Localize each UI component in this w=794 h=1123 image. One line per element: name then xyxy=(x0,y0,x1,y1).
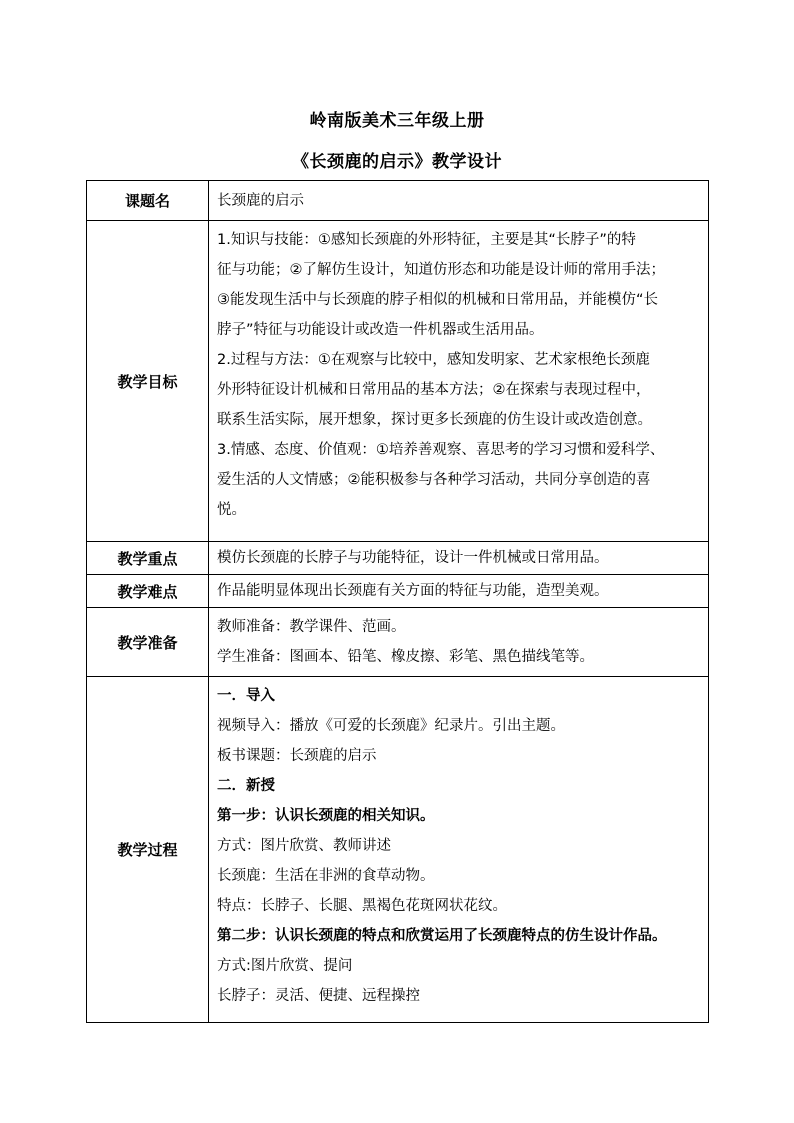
objectives-line: ③能发现生活中与长颈鹿的脖子相似的机械和日常用品，并能模仿“长 xyxy=(217,292,659,308)
topic-label: 课题名 xyxy=(87,181,209,221)
table-row-objectives xyxy=(87,221,709,542)
process-line: 方式:图片欣赏、提问 xyxy=(217,958,353,974)
objectives-line: 1.知识与技能：①感知长颈鹿的外形特征，主要是其“长脖子”的特 xyxy=(217,232,636,248)
difficulties-label: 教学难点 xyxy=(87,575,209,608)
document-title: 岭南版美术三年级上册 xyxy=(309,111,485,131)
process-line: 板书课题：长颈鹿的启示 xyxy=(217,748,377,764)
process-line: 长颈鹿：生活在非洲的食草动物。 xyxy=(217,868,435,884)
objectives-line: 征与功能；②了解仿生设计，知道仿形态和功能是设计师的常用手法； xyxy=(217,262,665,278)
topic-value xyxy=(209,181,709,221)
process-label: 教学过程 xyxy=(87,677,209,1023)
process-line: 视频导入：播放《可爱的长颈鹿》纪录片。引出主题。 xyxy=(217,718,565,734)
process-line: 特点：长脖子、长腿、黑褐色花斑网状花纹。 xyxy=(217,898,507,914)
preparation-label: 教学准备 xyxy=(87,608,209,677)
difficulties-text: 作品能明显体现出长颈鹿有关方面的特征与功能，造型美观。 xyxy=(217,583,609,599)
process-line: 方式：图片欣赏、教师讲述 xyxy=(217,838,391,854)
difficulties-value xyxy=(209,575,709,608)
objectives-label: 教学目标 xyxy=(87,221,209,542)
table-row-key-points xyxy=(87,542,709,575)
process-content xyxy=(209,677,709,1023)
key-points-value xyxy=(209,542,709,575)
objectives-line: 悦。 xyxy=(217,502,246,518)
table-row-process xyxy=(87,677,709,1023)
preparation-content xyxy=(209,608,709,677)
process-line: 一．导入 xyxy=(217,688,275,704)
objectives-content xyxy=(209,221,709,542)
objectives-line: 3.情感、态度、价值观：①培养善观察、喜思考的学习习惯和爱科学、 xyxy=(217,442,665,458)
key-points-text: 模仿长颈鹿的长脖子与功能特征，设计一件机械或日常用品。 xyxy=(217,550,609,566)
preparation-line: 学生准备：图画本、铅笔、橡皮擦、彩笔、黑色描线笔等。 xyxy=(217,649,594,665)
objectives-line: 爱生活的人文情感；②能积极参与各种学习活动，共同分享创造的喜 xyxy=(217,472,651,488)
table-row-topic xyxy=(87,181,709,221)
topic-text: 长颈鹿的启示 xyxy=(217,192,304,209)
document-subtitle: 《长颈鹿的启示》教学设计 xyxy=(292,152,502,172)
objectives-line: 脖子”特征与功能设计或改造一件机器或生活用品。 xyxy=(217,322,544,338)
process-line: 长脖子：灵活、便捷、远程操控 xyxy=(217,988,420,1004)
objectives-line: 外形特征设计机械和日常用品的基本方法；②在探索与表现过程中， xyxy=(217,382,651,398)
table-row-preparation xyxy=(87,608,709,677)
lesson-plan-table xyxy=(86,180,709,1023)
preparation-line: 教师准备：教学课件、范画。 xyxy=(217,619,406,635)
objectives-line: 联系生活实际，展开想象，探讨更多长颈鹿的仿生设计或改造创意。 xyxy=(217,412,652,428)
process-line: 第二步：认识长颈鹿的特点和欣赏运用了长颈鹿特点的仿生设计作品。 xyxy=(217,928,667,944)
objectives-line: 2.过程与方法：①在观察与比较中，感知发明家、艺术家根绝长颈鹿 xyxy=(217,352,650,368)
process-line: 第一步：认识长颈鹿的相关知识。 xyxy=(217,808,435,824)
key-points-label: 教学重点 xyxy=(87,542,209,575)
table-row-difficulties xyxy=(87,575,709,608)
process-line: 二．新授 xyxy=(217,778,275,794)
